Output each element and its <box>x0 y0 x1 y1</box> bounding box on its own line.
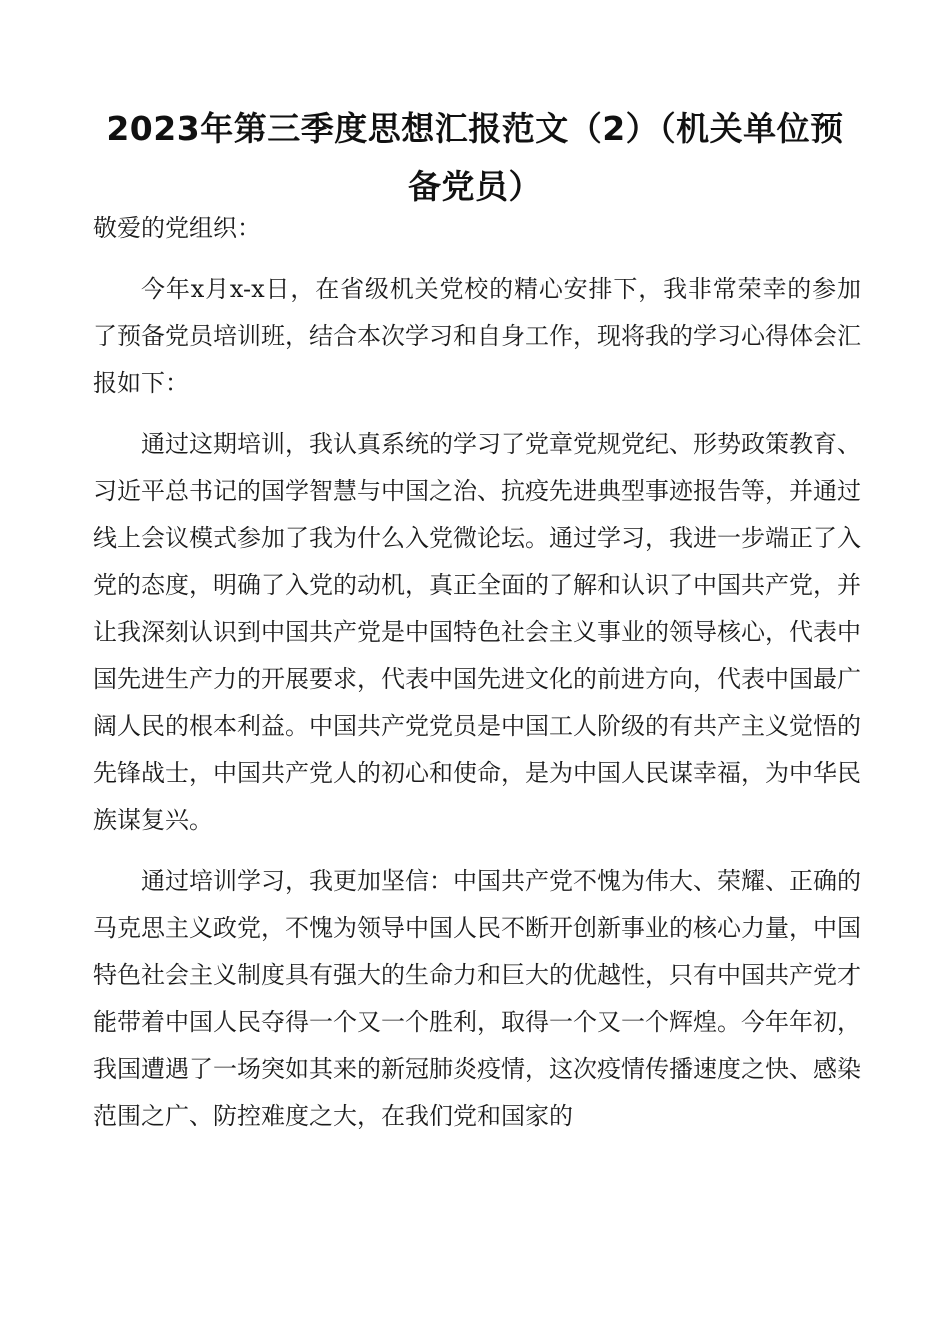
document-body <box>93 205 861 1154</box>
paragraph-1: 今年x月x-x日，在省级机关党校的精心安排下，我非常荣幸的参加了预备党员培训班，结合本次学习和自身工作，现将我的学习心得体会汇报如下： <box>93 275 861 397</box>
paragraph-2: 通过这期培训，我认真系统的学习了党章党规党纪、形势政策教育、习近平总书记的国学智慧与中国之治、抗疫先进典型事迹报告等，并通过线上会议模式参加了我为什么入党微论坛。通过学习，我进一步端正了入党的态度，明确了入党的动机，真正全面的了解和认识了中国共产党，并让我深刻认识到中国共产党是中国特色社会主义事业的领导核心，代表中国先进生产力的开展要求，代表中国先进文化的前进方向，代表中国最广阔人民的根本利益。中国共产党党员是中国工人阶级的有共产主义觉悟的先锋战士，中国共产党人的初心和使命，是为中国人民谋幸福，为中华民族谋复兴。 <box>93 430 861 834</box>
document-title: 2023年第三季度思想汇报范文（2）（机关单位预备党员） <box>106 109 844 206</box>
salutation: 敬爱的党组织： <box>93 214 261 242</box>
paragraph-3: 通过培训学习，我更加坚信：中国共产党不愧为伟大、荣耀、正确的马克思主义政党，不愧为领导中国人民不断开创新事业的核心力量，中国特色社会主义制度具有强大的生命力和巨大的优越性，只有中国共产党才能带着中国人民夺得一个又一个胜利，取得一个又一个辉煌。今年年初，我国遭遇了一场突如其来的新冠肺炎疫情，这次疫情传播速度之快、感染范围之广、防控难度之大，在我们党和国家的 <box>93 867 861 1130</box>
